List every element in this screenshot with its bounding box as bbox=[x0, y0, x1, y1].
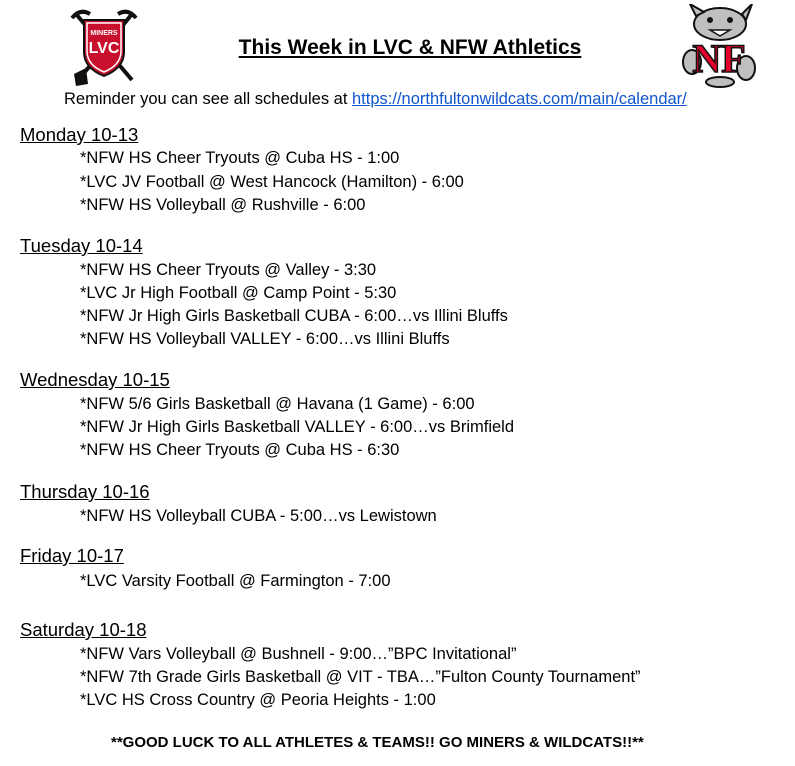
event-item: *NFW Jr High Girls Basketball VALLEY - 6:00…vs Brimfield bbox=[80, 418, 515, 436]
reminder-line bbox=[64, 90, 687, 109]
event-item: *NFW 5/6 Girls Basketball @ Havana (1 Game) - 6:00 bbox=[80, 395, 475, 413]
day-heading-wednesday: Wednesday 10-15 bbox=[20, 369, 170, 390]
logo-miners-text: MINERS bbox=[90, 30, 118, 37]
event-item: *NFW 7th Grade Girls Basketball @ VIT - TBA…”Fulton County Tournament” bbox=[80, 668, 641, 686]
event-item: *NFW Vars Volleyball @ Bushnell - 9:00…”BPC Invitational” bbox=[80, 645, 517, 663]
event-item: *NFW HS Volleyball VALLEY - 6:00…vs Illini Bluffs bbox=[80, 330, 450, 348]
logo-lvc-text: LVC bbox=[88, 40, 120, 57]
logo-nf-text: NF bbox=[692, 36, 746, 81]
good-luck-footer: **GOOD LUCK TO ALL ATHLETES & TEAMS!! GO MINERS & WILDCATS!!** bbox=[111, 734, 644, 751]
event-item: *NFW HS Cheer Tryouts @ Cuba HS - 6:30 bbox=[80, 441, 400, 459]
day-heading-monday: Monday 10-13 bbox=[20, 124, 139, 145]
page-title: This Week in LVC & NFW Athletics bbox=[238, 36, 582, 59]
event-item: *LVC HS Cross Country @ Peoria Heights - 1:00 bbox=[80, 691, 436, 709]
event-item: *NFW Jr High Girls Basketball CUBA - 6:00…vs Illini Bluffs bbox=[80, 307, 508, 325]
day-heading-tuesday: Tuesday 10-14 bbox=[20, 235, 143, 256]
event-item: *NFW HS Cheer Tryouts @ Cuba HS - 1:00 bbox=[80, 149, 400, 167]
event-item: *LVC Jr High Football @ Camp Point - 5:30 bbox=[80, 284, 397, 302]
event-item: *NFW HS Cheer Tryouts @ Valley - 3:30 bbox=[80, 261, 377, 279]
event-item: *LVC JV Football @ West Hancock (Hamilton) - 6:00 bbox=[80, 173, 464, 191]
day-heading-saturday: Saturday 10-18 bbox=[20, 619, 147, 640]
day-heading-thursday: Thursday 10-16 bbox=[20, 481, 150, 502]
day-heading-friday: Friday 10-17 bbox=[20, 545, 124, 566]
reminder-text: Reminder you can see all schedules at bbox=[64, 90, 352, 108]
event-item: *NFW HS Volleyball @ Rushville - 6:00 bbox=[80, 196, 366, 214]
event-item: *NFW HS Volleyball CUBA - 5:00…vs Lewistown bbox=[80, 507, 437, 525]
calendar-link[interactable]: https://northfultonwildcats.com/main/calendar/ bbox=[352, 90, 687, 108]
event-item: *LVC Varsity Football @ Farmington - 7:00 bbox=[80, 572, 391, 590]
